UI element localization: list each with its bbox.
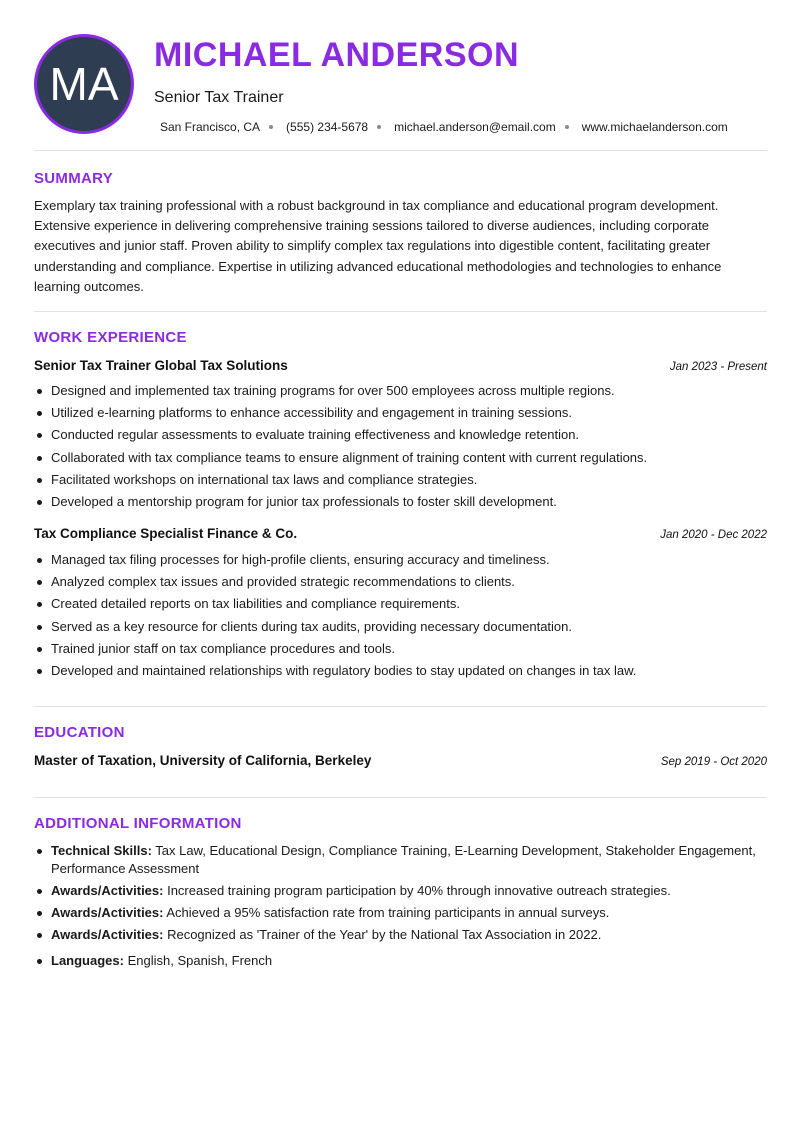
separator-dot — [565, 125, 569, 129]
info-text: Recognized as 'Trainer of the Year' by the National Tax Association in 2022. — [163, 927, 602, 942]
avatar — [34, 34, 134, 134]
job-bullets — [34, 549, 770, 682]
contact-email[interactable]: michael.anderson@email.com — [394, 120, 556, 134]
info-text: Achieved a 95% satisfaction rate from training participants in annual surveys. — [163, 905, 610, 920]
list-item: Utilized e-learning platforms to enhance accessibility and engagement in training sessions. — [34, 402, 770, 424]
section-title-experience: WORK EXPERIENCE — [34, 329, 187, 346]
list-item — [34, 952, 770, 970]
section-title-education: EDUCATION — [34, 724, 125, 741]
info-label: Languages: — [51, 953, 124, 968]
info-label: Awards/Activities: — [51, 927, 164, 942]
education-dates: Sep 2019 - Oct 2020 — [660, 756, 767, 768]
info-text: Tax Law, Educational Design, Compliance Training, E-Learning Development, Stakeholder Engagement, Performance Assessment — [51, 843, 756, 876]
list-item: Collaborated with tax compliance teams to ensure alignment of training content with current regulations. — [34, 447, 770, 469]
divider — [34, 150, 767, 151]
list-item: Conducted regular assessments to evaluate training effectiveness and knowledge retention. — [34, 424, 770, 446]
list-item: Created detailed reports on tax liabilities and compliance requirements. — [34, 593, 770, 615]
job-dates: Jan 2020 - Dec 2022 — [660, 529, 767, 541]
divider — [34, 706, 767, 707]
contact-phone: (555) 234-5678 — [286, 120, 369, 134]
info-label: Technical Skills: — [51, 843, 152, 858]
list-item — [34, 882, 770, 900]
job-title: Senior Tax Trainer Global Tax Solutions — [34, 358, 288, 373]
job-bullets — [34, 380, 770, 513]
list-item: Facilitated workshops on international tax laws and compliance strategies. — [34, 469, 770, 491]
list-item: Developed a mentorship program for junior tax professionals to foster skill development. — [34, 491, 770, 513]
info-text: Increased training program participation by 40% through innovative outreach strategies. — [163, 883, 671, 898]
list-item — [34, 904, 770, 922]
summary-text: Exemplary tax training professional with a robust background in tax compliance and educational program development. Extensive experience in delivering comprehensive training sessions tailored to diverse audiences, including corporate executives and junior staff. Proven ability to simplify complex tax regulations into digestible content, facilitating greater understanding and compliance. Expertise in utilizing advanced educational methodologies and technologies to enhance learning outcomes. — [34, 198, 722, 294]
divider — [34, 797, 767, 798]
list-item: Designed and implemented tax training programs for over 500 employees across multiple regions. — [34, 380, 770, 402]
section-title-additional: ADDITIONAL INFORMATION — [34, 815, 242, 832]
list-item — [34, 926, 770, 944]
candidate-name: MICHAEL ANDERSON — [154, 36, 520, 74]
candidate-role: Senior Tax Trainer — [154, 89, 284, 106]
additional-info-list — [34, 842, 770, 974]
contact-website[interactable]: www.michaelanderson.com — [581, 120, 728, 134]
list-item — [34, 842, 770, 878]
avatar-initials: MA — [49, 58, 119, 110]
separator-dot — [269, 125, 273, 129]
info-label: Awards/Activities: — [51, 905, 164, 920]
job-title: Tax Compliance Specialist Finance & Co. — [34, 526, 298, 541]
list-item: Trained junior staff on tax compliance procedures and tools. — [34, 638, 770, 660]
info-label: Awards/Activities: — [51, 883, 164, 898]
education-entry — [34, 753, 767, 768]
divider — [34, 311, 767, 312]
job-dates: Jan 2023 - Present — [669, 361, 767, 373]
separator-dot — [377, 125, 381, 129]
list-item: Developed and maintained relationships with regulatory bodies to stay updated on changes in tax law. — [34, 660, 770, 682]
section-title-summary: SUMMARY — [34, 170, 114, 187]
contact-location: San Francisco, CA — [160, 120, 261, 134]
list-item: Served as a key resource for clients during tax audits, providing necessary documentation. — [34, 616, 770, 638]
info-text: English, Spanish, French — [123, 953, 273, 968]
list-item: Managed tax filing processes for high-profile clients, ensuring accuracy and timeliness. — [34, 549, 770, 571]
degree-title: Master of Taxation, University of California, Berkeley — [34, 753, 372, 768]
list-item: Analyzed complex tax issues and provided strategic recommendations to clients. — [34, 571, 770, 593]
job-header — [34, 526, 767, 541]
job-header — [34, 358, 767, 373]
contact-info — [160, 120, 728, 134]
